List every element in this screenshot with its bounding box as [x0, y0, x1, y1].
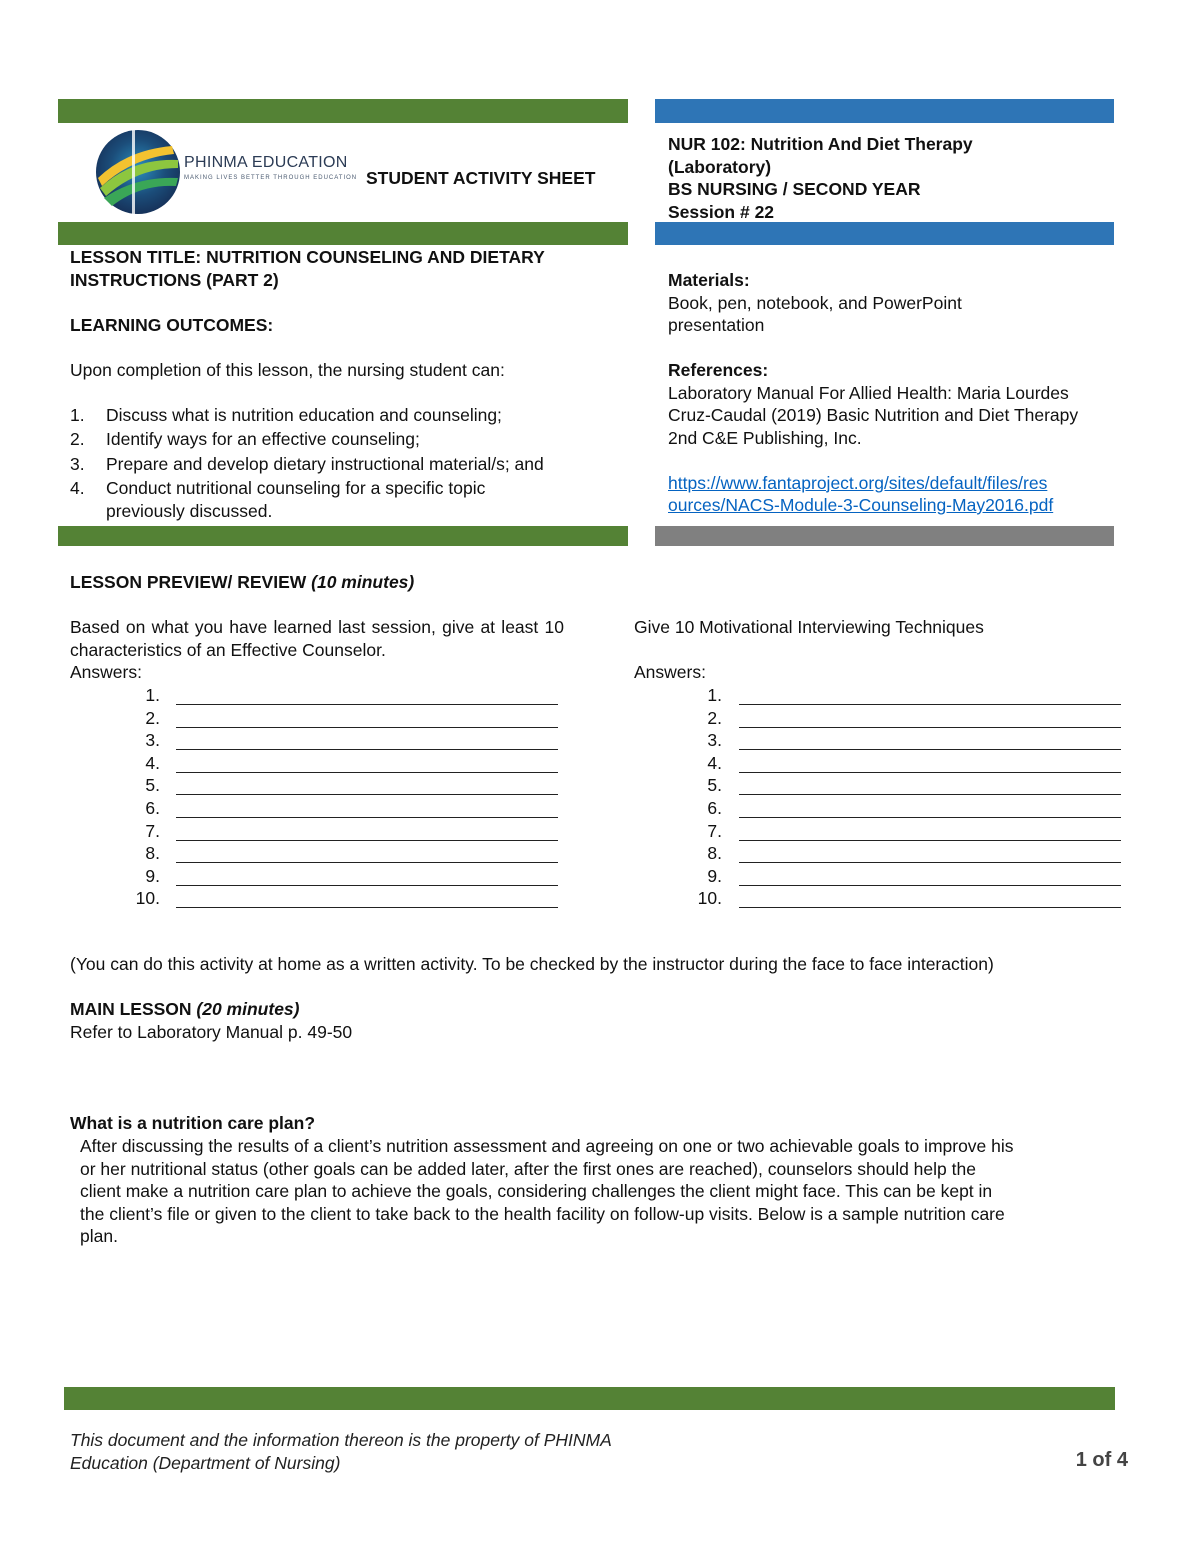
- answer-number: 10.: [135, 888, 160, 909]
- phinma-logo: [92, 128, 182, 216]
- activity-note: (You can do this activity at home as a written activity. To be checked by the instructor during the face to face interaction): [70, 954, 994, 974]
- lesson-title-line1: LESSON TITLE: NUTRITION COUNSELING AND DIETARY: [70, 247, 545, 267]
- answer-row: [0, 707, 1200, 730]
- outcome-item: 1. Discuss what is nutrition education and counseling;: [70, 404, 502, 425]
- right-answer-line[interactable]: [739, 840, 1121, 841]
- paragraph-line: plan.: [80, 1226, 118, 1246]
- paragraph-line: the client’s file or given to the client to take back to the health facility on follow-up visits. Below is a sample nutrition care: [80, 1203, 1005, 1224]
- lesson-title-line2: INSTRUCTIONS (PART 2): [70, 269, 279, 290]
- footer-line1: This document and the information thereon is the property of PHINMA: [70, 1430, 612, 1450]
- footer-notice: [70, 1429, 612, 1474]
- outcome-item: 2. Identify ways for an effective counseling;: [70, 429, 420, 449]
- materials-heading: Materials:: [668, 270, 750, 290]
- answer-number: 9.: [707, 865, 722, 886]
- paragraph-line: client make a nutrition care plan to achieve the goals, considering challenges the client might face. This can be kept in: [80, 1181, 993, 1201]
- main-lesson-heading: MAIN LESSON (20 minutes): [70, 999, 300, 1019]
- logo-name: PHINMA EDUCATION: [184, 154, 348, 171]
- answer-number: 1.: [145, 685, 160, 705]
- right-answer-line[interactable]: [739, 794, 1121, 795]
- care-plan-question: What is a nutrition care plan?: [70, 1113, 316, 1133]
- side-block: [668, 269, 1108, 517]
- header-bar-right-bottom: [655, 222, 1114, 245]
- session-number: Session # 22: [668, 201, 775, 222]
- right-answer-line[interactable]: [739, 727, 1121, 728]
- answer-row: [0, 684, 1200, 707]
- right-answer-line[interactable]: [739, 817, 1121, 818]
- answer-number: 10.: [697, 888, 722, 909]
- answer-number: 3.: [145, 730, 160, 751]
- header-bar-right-top: [655, 99, 1114, 123]
- references-text: Laboratory Manual For Allied Health: Maria Lourdes Cruz-Caudal (2019) Basic Nutrition and Diet Therapy 2nd C&E Publishing, Inc.: [668, 382, 1079, 448]
- page-number: 1 of 4: [1075, 1449, 1128, 1471]
- right-answers-label: Answers:: [634, 662, 706, 682]
- outcome-item: 3. Prepare and develop dietary instructional material/s; and: [70, 453, 544, 474]
- answer-number: 9.: [145, 865, 160, 886]
- answer-number: 5.: [707, 775, 722, 796]
- footer-bar: [64, 1387, 1115, 1410]
- logo-tagline: MAKING LIVES BETTER THROUGH EDUCATION: [184, 175, 358, 181]
- course-sub: (Laboratory): [668, 156, 772, 177]
- left-answers-label: Answers:: [70, 662, 142, 682]
- answer-number: 2.: [707, 707, 722, 728]
- right-answer-line[interactable]: [739, 749, 1121, 750]
- answer-row: [0, 752, 1200, 775]
- lesson-bar-bottom: [58, 526, 628, 546]
- paragraph-line: or her nutritional status (other goals can be added later, after the first ones are reached), counselors should help the: [80, 1158, 976, 1179]
- answer-row: [0, 887, 1200, 910]
- right-answer-line[interactable]: [739, 704, 1121, 705]
- answer-number: 2.: [145, 707, 160, 728]
- outcomes-heading: LEARNING OUTCOMES:: [70, 314, 274, 335]
- right-prompt: Give 10 Motivational Interviewing Techniques: [634, 617, 984, 637]
- paragraph-line: After discussing the results of a client’s nutrition assessment and agreeing on one or two achievable goals to improve his: [80, 1136, 1014, 1156]
- outcomes-list: [70, 404, 620, 523]
- answer-row: [0, 774, 1200, 797]
- header-bar-left-bottom: [58, 222, 628, 245]
- course-title: [668, 133, 973, 223]
- answer-row: [0, 865, 1200, 888]
- outcome-item: 4. Conduct nutritional counseling for a specific topic previously discussed.: [70, 478, 486, 521]
- answer-number: 7.: [707, 820, 722, 841]
- reference-link-line1: https://www.fantaproject.org/sites/default/files/res: [668, 472, 1048, 493]
- answer-row: [0, 842, 1200, 865]
- reference-link-line2: ources/NACS-Module-3-Counseling-May2016.pdf: [668, 495, 1054, 515]
- side-bar-bottom: [655, 526, 1114, 546]
- reference-link[interactable]: [668, 472, 1108, 517]
- right-answer-line[interactable]: [739, 885, 1121, 886]
- answer-number: 7.: [145, 820, 160, 841]
- answer-number: 1.: [707, 685, 722, 705]
- references-heading: References:: [668, 360, 769, 380]
- care-plan-paragraph: [80, 1135, 1130, 1248]
- preview-heading: LESSON PREVIEW/ REVIEW (10 minutes): [70, 572, 415, 592]
- outcomes-intro: Upon completion of this lesson, the nursing student can:: [70, 359, 505, 380]
- materials-text: Book, pen, notebook, and PowerPoint presentation: [668, 292, 962, 335]
- right-answer-line[interactable]: [739, 862, 1121, 863]
- right-answer-line[interactable]: [739, 907, 1121, 908]
- answer-number: 4.: [707, 752, 722, 773]
- right-answer-line[interactable]: [739, 772, 1121, 773]
- course-name: NUR 102: Nutrition And Diet Therapy: [668, 134, 973, 154]
- left-prompt: Based on what you have learned last session, give at least 10 characteristics of an Effective Counselor.: [70, 617, 564, 660]
- answer-number: 6.: [145, 798, 160, 818]
- main-lesson-time: (20 minutes): [196, 999, 300, 1019]
- answer-number: 8.: [145, 843, 160, 864]
- footer-line2: Education (Department of Nursing): [70, 1452, 341, 1473]
- answer-row: [0, 729, 1200, 752]
- answer-number: 5.: [145, 775, 160, 796]
- preview-time: (10 minutes): [311, 572, 415, 592]
- header-bar-left-top: [58, 99, 628, 123]
- program: BS NURSING / SECOND YEAR: [668, 179, 921, 199]
- answer-row: [0, 797, 1200, 820]
- lesson-block: [70, 246, 620, 522]
- sheet-title: STUDENT ACTIVITY SHEET: [366, 168, 596, 188]
- answer-number: 8.: [707, 843, 722, 864]
- answer-number: 6.: [707, 798, 722, 818]
- main-refer: Refer to Laboratory Manual p. 49-50: [70, 1022, 353, 1042]
- answer-row: [0, 820, 1200, 843]
- answer-number: 3.: [707, 730, 722, 751]
- answer-number: 4.: [145, 752, 160, 773]
